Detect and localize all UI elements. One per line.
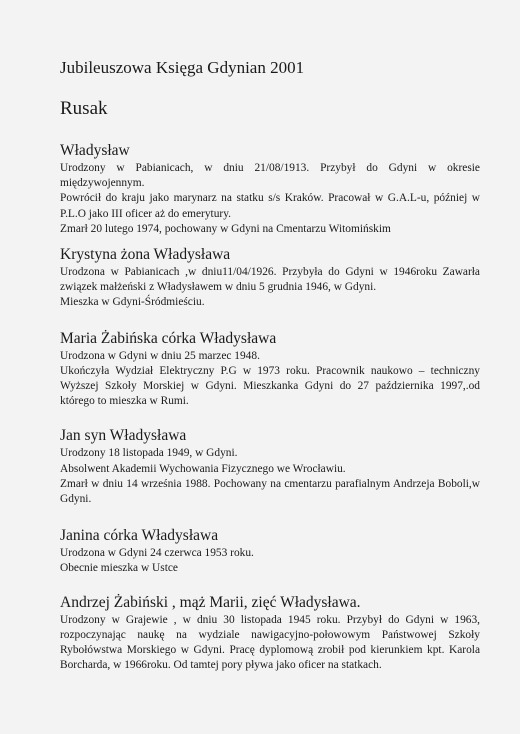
- entry-andrzej: [60, 594, 480, 674]
- entry-line: Urodzony 18 listopada 1949, w Gdyni.: [60, 447, 238, 460]
- entry-line: Ukończyła Wydział Elektryczny P.G w 1973 roku. Pracownik naukowo – techniczny Wyższej Szkoły Morskiej w Gdyni. Mieszkanka Gdyni do 27 października 1997,.od którego to mieszka w Rumi.: [60, 364, 480, 408]
- entry-line: Mieszka w Gdyni-Śródmieściu.: [60, 296, 205, 309]
- book-title: Jubileuszowa Księga Gdynian 2001: [60, 58, 305, 77]
- entry-jan: [60, 427, 480, 507]
- entry-line: Powrócił do kraju jako marynarz na statku s/s Kraków. Pracował w G.A.L-u, później w P.L.O jako III oficer aż do emerytury.: [60, 192, 480, 220]
- entry-text: [60, 265, 480, 311]
- entry-heading: Maria Żabińska córka Władysława: [60, 329, 277, 347]
- entry-maria: [60, 330, 480, 410]
- entry-wladyslaw: [60, 142, 480, 237]
- entry-line: Zmarł 20 lutego 1974, pochowany w Gdyni na Cmentarzu Witomińskim: [60, 222, 391, 235]
- entry-text: [60, 161, 480, 237]
- family-surname: Rusak: [60, 98, 108, 119]
- entry-line: Absolwent Akademii Wychowania Fizycznego we Wrocławiu.: [60, 462, 346, 475]
- entry-line: Obecnie mieszka w Ustce: [60, 562, 178, 575]
- entry-heading: Krystyna żona Władysława: [60, 246, 231, 264]
- entry-janina: [60, 527, 480, 576]
- entry-line: Zmarł w dniu 14 września 1988. Pochowany na cmentarzu parafialnym Andrzeja Boboli,w Gdyni.: [60, 477, 480, 506]
- entry-line: Urodzona w Gdyni 24 czerwca 1953 roku.: [60, 547, 254, 560]
- entry-line: Urodzony w Pabianicach, w dniu 21/08/1913. Przybył do Gdyni w okresie międzywojennym.: [60, 162, 480, 190]
- entry-line: Urodzona w Pabianicach ,w dniu11/04/1926. Przybyła do Gdyni w 1946roku Zawarła związek małżeński z Władysławem w dniu 5 grudnia 1946, w Gdyni.: [60, 266, 480, 294]
- entry-line: Urodzona w Gdyni w dniu 25 marzec 1948.: [60, 349, 260, 362]
- entry-text: [60, 349, 480, 410]
- entry-text: [60, 446, 480, 507]
- entry-heading: Andrzej Żabiński , mąż Marii, zięć Władysława.: [60, 593, 361, 611]
- entry-text: [60, 613, 480, 674]
- entry-text: [60, 546, 480, 576]
- entry-krystyna: [60, 246, 480, 311]
- entry-heading: Janina córka Władysława: [60, 527, 219, 545]
- entry-heading: Jan syn Władysława: [60, 427, 187, 445]
- entry-line: Urodzony w Grajewie , w dniu 30 listopada 1945 roku. Przybył do Gdyni w 1963, rozpoczynając naukę na wydziale nawigacyjno-połowowym Państwowej Szkoły Rybołówstwa Morskiego w Gdyni. Pracę dyplomową zrobił pod kierunkiem kpt. Karola Borcharda, w 1966roku. Od tamtej pory pływa jako oficer na statkach.: [60, 613, 480, 672]
- entry-heading: Władysław: [60, 142, 130, 159]
